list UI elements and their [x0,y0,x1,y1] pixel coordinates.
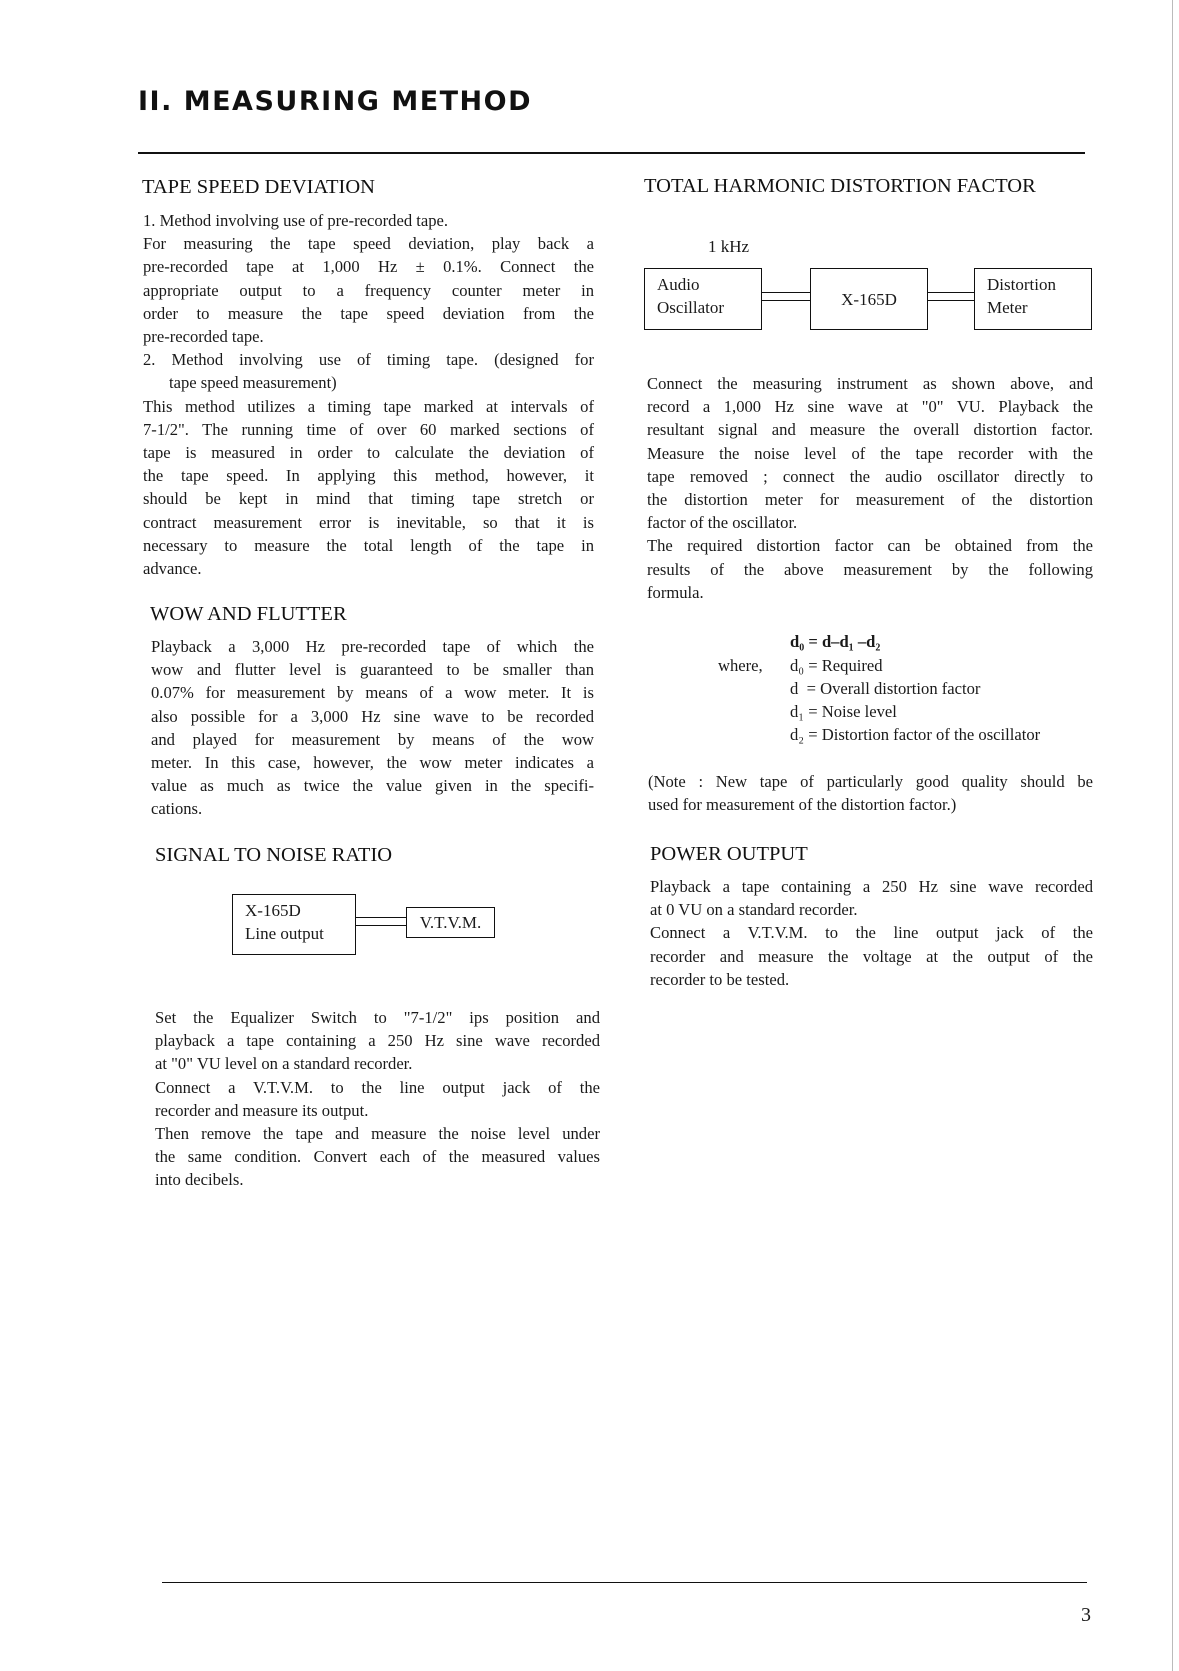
formula-definition: d = Overall distortion factor [790,679,981,698]
scan-edge [1172,0,1173,1671]
text-line: advance. [143,559,202,579]
text-line: necessary to measure the total length of the tape in [143,535,594,555]
text-line: The required distortion factor can be obtained from the [647,536,1093,556]
text-line: factor of the oscillator. [647,513,798,533]
formula-definition: d₀ = Required [790,656,883,675]
box-label: Oscillator [657,298,725,317]
text-line: Playback a 3,000 Hz pre-recorded tape of which the [151,637,594,656]
box-label: X-165D [841,289,897,309]
text-line: Set the Equalizer Switch to "7-1/2" ips position and [155,1008,600,1027]
connector-line [762,292,810,301]
page-number: 3 [1081,1604,1091,1626]
text-line: the same condition. Convert each of the measured values [155,1147,600,1167]
text-line: pre-recorded tape. [143,327,264,347]
text-line: and played for measurement by means of the wow [151,729,594,749]
text-line: tape is measured in order to calculate the deviation of [143,443,594,463]
distortion-meter-box [974,268,1092,330]
text-line: results of the above measurement by the following [647,559,1093,579]
formula-equation: d₀ = d–d₁ –d₂ [790,632,881,651]
text-line: used for measurement of the distortion factor.) [648,795,957,815]
text-line: Measure the noise level of the tape recorder with the [647,443,1093,463]
thd-heading: TOTAL HARMONIC DISTORTION FACTOR [644,175,1036,197]
text-line: recorder and measure its output. [155,1100,369,1120]
text-line: at 0 VU on a standard recorder. [650,900,858,920]
box-label: Audio [657,275,700,294]
text-line: recorder to be tested. [650,969,790,989]
power-output-heading: POWER OUTPUT [650,843,808,865]
thd-note [648,770,1093,816]
text-line: This method utilizes a timing tape marked at intervals of [143,396,594,416]
text-line: into decibels. [155,1170,244,1190]
text-line: Connect the measuring instrument as shown above, and [647,374,1093,393]
x165d-box [810,268,928,330]
vtvm-box [406,907,495,938]
text-line: contract measurement error is inevitable, so that it is [143,512,594,532]
box-label: X-165D [245,901,301,920]
snr-text [155,1006,600,1192]
box-label: Distortion [987,275,1056,294]
text-line: record a 1,000 Hz sine wave at "0" VU. Playback the [647,397,1093,417]
connector-line [928,292,974,301]
text-line: (Note : New tape of particularly good quality should be [648,772,1093,791]
power-output-text [650,875,1093,991]
audio-oscillator-box [644,268,762,330]
text-line: 1. Method involving use of pre-recorded tape. [143,211,449,230]
snr-heading: SIGNAL TO NOISE RATIO [155,844,393,866]
box-label: V.T.V.M. [419,913,482,932]
text-line: at "0" VU level on a standard recorder. [155,1054,413,1074]
wow-flutter-text [151,635,594,821]
text-line: resultant signal and measure the overall distortion factor. [647,420,1093,440]
text-line: pre-recorded tape at 1,000 Hz ± 0.1%. Connect the [143,257,594,277]
frequency-label: 1 kHz [708,237,750,256]
box-label: Line output [245,924,324,943]
tape-speed-heading: TAPE SPEED DEVIATION [142,176,375,198]
text-line: formula. [647,582,704,602]
text-line: meter. In this case, however, the wow meter indicates a [151,753,594,773]
text-line: playback a tape containing a 250 Hz sine wave recorded [155,1031,600,1051]
text-line: wow and flutter level is guaranteed to be smaller than [151,660,594,680]
text-line: recorder and measure the voltage at the output of the [650,946,1093,966]
formula-where: where, [718,656,763,675]
text-line: tape removed ; connect the audio oscillator directly to [647,466,1093,486]
thd-text [647,372,1093,604]
formula-definition: d₁ = Noise level [790,702,897,721]
text-line: 7-1/2". The running time of over 60 marked sections of [143,419,594,439]
text-line: Playback a tape containing a 250 Hz sine wave recorded [650,877,1093,896]
text-line: order to measure the tape speed deviation from the [143,303,594,323]
text-line: the distortion meter for measurement of the distortion [647,490,1093,510]
text-line: appropriate output to a frequency counter meter in [143,280,594,300]
text-line: 2. Method involving use of timing tape. (designed for [143,350,594,370]
text-line: Then remove the tape and measure the noise level under [155,1124,600,1144]
x165d-line-output-box [232,894,356,955]
text-line: value as much as twice the value given in the specifi- [151,776,594,796]
text-line: also possible for a 3,000 Hz sine wave to be recorded [151,706,594,726]
text-line: 0.07% for measurement by means of a wow meter. It is [151,683,594,703]
tape-speed-text [143,209,594,580]
text-line: the tape speed. In applying this method, however, it [143,466,594,486]
footer-rule [162,1582,1087,1583]
text-line: cations. [151,799,203,819]
connector-line [356,917,406,926]
text-line: Connect a V.T.V.M. to the line output jack of the [650,923,1093,943]
text-line: For measuring the tape speed deviation, play back a [143,234,594,254]
page-title: II. MEASURING METHOD [138,86,533,117]
text-line: should be kept in mind that timing tape stretch or [143,489,594,509]
wow-flutter-heading: WOW AND FLUTTER [150,603,347,625]
box-label: Meter [987,298,1028,317]
text-line: tape speed measurement) [169,373,337,393]
text-line: Connect a V.T.V.M. to the line output jack of the [155,1077,600,1097]
title-rule [138,152,1085,154]
formula-definition: d₂ = Distortion factor of the oscillator [790,725,1041,744]
